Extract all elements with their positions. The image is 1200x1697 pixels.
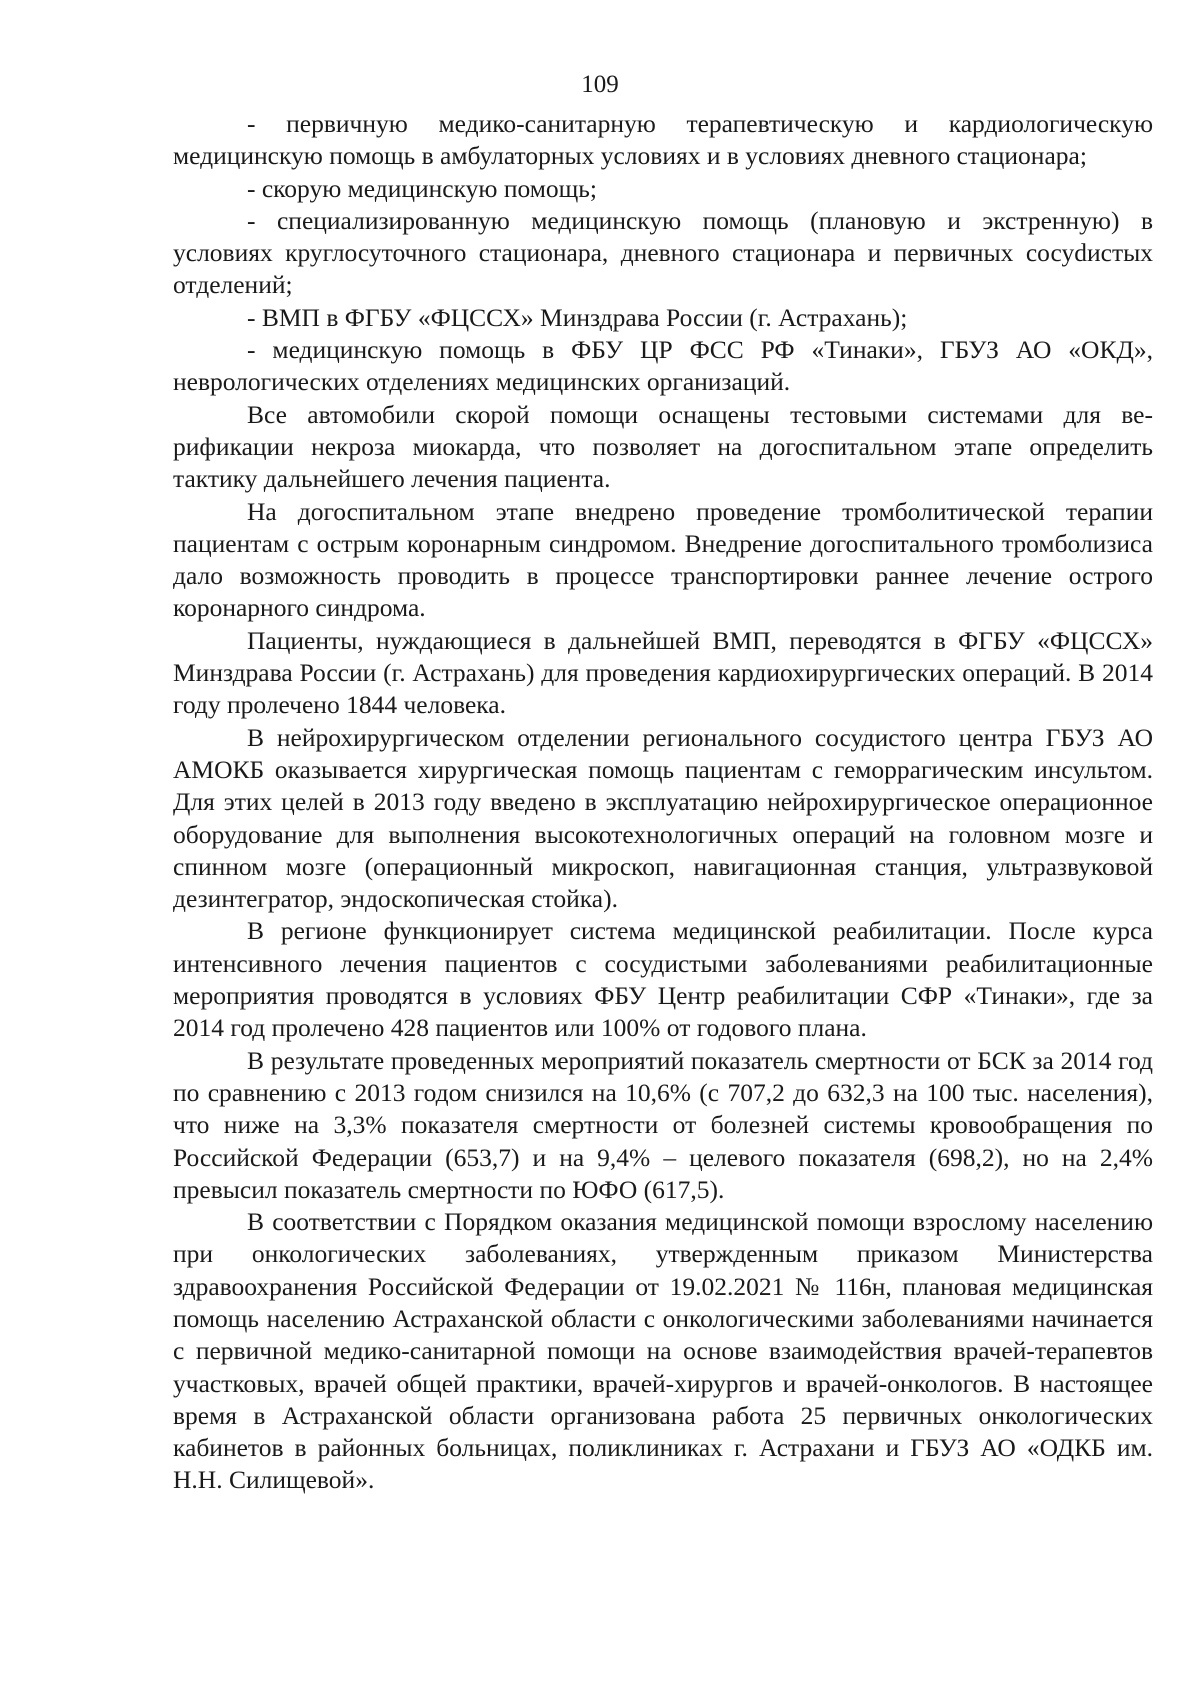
- paragraph: В нейрохирургическом отделении регионального сосудистого центра ГБУЗ АО АМОКБ оказывается хирургическая помощь пациентам с геморрагическим инсультом. Для этих целей в 2013 году введено в эксплуатацию нейрохирургическое операционное оборудование для выполнения высокотехнологичных операций на головном мозге и спинном мозге (операционный микроскоп, навигационная станция, ультразвуковой дезинтегратор, эндоскопическая стойка).: [173, 722, 1153, 914]
- paragraph: - первичную медико-санитарную терапевтическую и кардиологическую медицинскую помощь в амбулаторных условиях и в условиях дневного стационара;: [173, 109, 1153, 171]
- paragraph: - медицинскую помощь в ФБУ ЦР ФСС РФ «Тинаки», ГБУЗ АО «ОКД», неврологических отделениях медицинских организаций.: [173, 335, 1153, 397]
- paragraph: - специализированную медицинскую помощь (плановую и экстренную) в условиях круглосуточного стационара, дневного стационара и первичных сосуdистых отделений;: [173, 205, 1153, 300]
- paragraph: - скорую медицинскую помощь;: [247, 173, 597, 203]
- paragraph: В соответствии с Порядком оказания медицинской помощи взрослому населению при онкологических заболеваниях, утвержденным приказом Министерства здравоохранения Российской Федерации от 19.02.2021 № 116н, плановая медицинская помощь населению Астраханской области с онкологическими заболеваниями начинается с первичной медико-санитарной помощи на основе взаимодействия врачей-терапевтов участковых, врачей общей практики, врачей-хирургов и врачей-онкологов. В настоящее время в Астраханской области организована работа 25 первичных онкологических кабинетов в районных больницах, поликлиниках г. Астрахани и ГБУЗ АО «ОДКБ им. Н.Н. Силищевой».: [173, 1207, 1153, 1495]
- paragraph: В результате проведенных мероприятий показатель смертности от БСК за 2014 год по сравнению с 2013 годом снизился на 10,6% (с 707,2 до 632,3 на 100 тыс. населения), что ниже на 3,3% показателя смертности от болезней системы кровообращения по Российской Федерации (653,7) и на 9,4% – целевого показателя (698,2), но на 2,4% превысил показатель смертности по ЮФО (617,5).: [173, 1045, 1153, 1204]
- paragraph: В регионе функционирует система медицинской реабилитации. После курса интенсивного лечения пациентов с сосудистыми заболеваниями реабилитационные мероприятия проводятся в условиях ФБУ Центр реабилитации СФР «Тинаки», где за 2014 год пролечено 428 пациентов или 100% от годового плана.: [173, 916, 1153, 1043]
- paragraph: Все автомобили скорой помощи оснащены тестовыми системами для верификации некроза миокарда, что позволяет на догоспитальном этапе определить тактику дальнейшего лечения пациента.: [173, 399, 1153, 494]
- page-number: 109: [581, 71, 619, 98]
- paragraph: Пациенты, нуждающиеся в дальнейшей ВМП, переводятся в ФГБУ «ФЦССХ» Минздрава России (г. Астрахань) для проведения кардиохирургических операций. В 2014 году пролечено 1844 человека.: [173, 625, 1153, 720]
- paragraph: На догоспитальном этапе внедрено проведение тромболитической терапии пациентам с острым коронарным синдромом. Внедрение догоспитального тромболизиса дало возможность проводить в процессе транспортировки раннее лечение острого коронарного синдрома.: [173, 496, 1153, 623]
- document-body: [173, 108, 1153, 1497]
- paragraph: - ВМП в ФГБУ «ФЦССХ» Минздрава России (г. Астрахань);: [247, 302, 908, 332]
